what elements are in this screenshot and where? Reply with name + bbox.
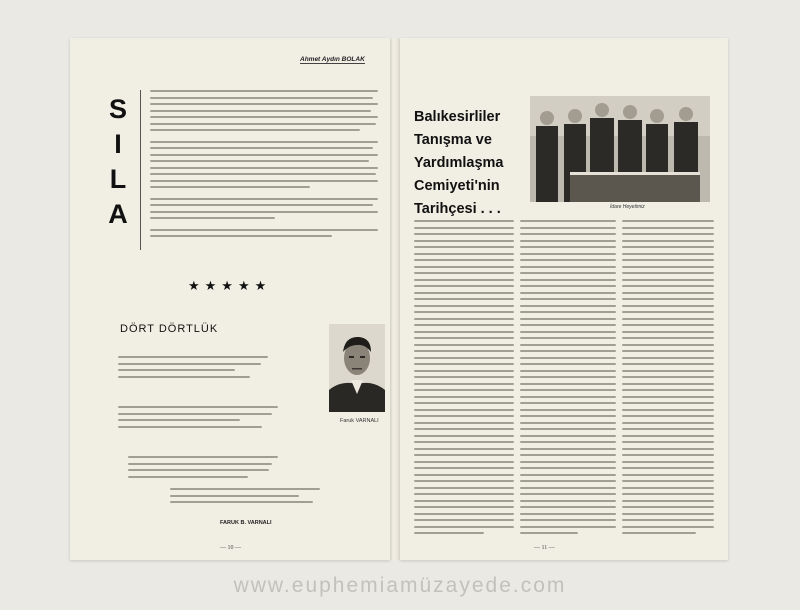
sila-vertical-title: [108, 96, 128, 228]
title-line: Tanışma ve: [414, 132, 492, 148]
poem-stanza: [170, 488, 320, 508]
board-group-photo: [530, 96, 710, 202]
article-column: [622, 220, 714, 539]
poem-heading: DÖRT DÖRTLÜK: [120, 323, 219, 335]
poem-stanza: [118, 356, 268, 382]
left-page: [70, 38, 390, 560]
poem-stanza: [128, 456, 278, 482]
article-column: [414, 220, 514, 539]
poem-signature: FARUK B. VARNALI: [220, 520, 272, 526]
title-line: Balıkesirliler: [414, 109, 501, 125]
sila-letter: A: [108, 199, 128, 229]
article-title: [414, 106, 503, 221]
page-number: — 11 —: [534, 545, 555, 551]
watermark: www.euphemiamüzayede.com: [233, 574, 567, 597]
title-line: Tarihçesi . . .: [414, 201, 501, 217]
portrait-photo: [329, 324, 385, 412]
article-column: [520, 220, 616, 539]
article-text-block: [150, 90, 378, 242]
star-ornament: ★★★★★: [188, 278, 272, 293]
divider: [140, 90, 141, 250]
author-name: Ahmet Aydın BOLAK: [300, 56, 365, 63]
page-number: — 10 —: [220, 545, 241, 551]
title-line: Yardımlaşma: [414, 155, 504, 171]
sila-letter: I: [114, 129, 122, 159]
sila-letter: L: [109, 164, 127, 194]
portrait-caption: Faruk VARNALI: [340, 418, 379, 424]
sila-letter: S: [108, 94, 127, 124]
photo-caption: İdare Heyetimiz: [610, 204, 645, 210]
title-line: Cemiyeti'nin: [414, 178, 500, 194]
poem-stanza: [118, 406, 278, 432]
right-page: [400, 38, 728, 560]
